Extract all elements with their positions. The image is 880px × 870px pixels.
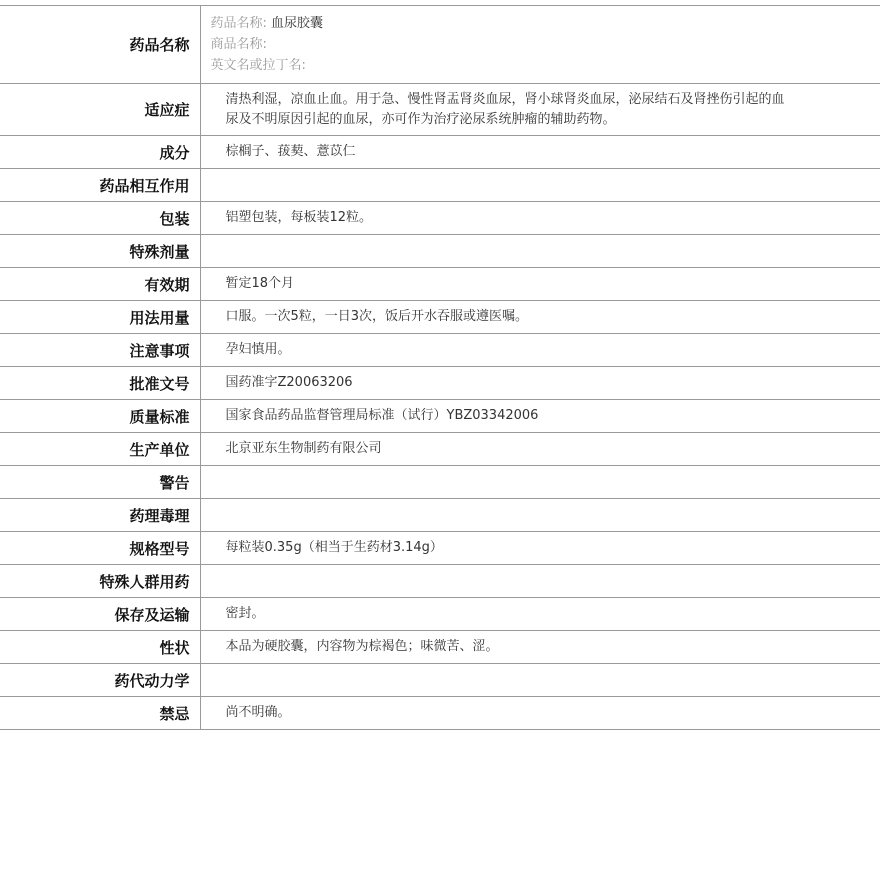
storage-row <box>0 598 880 631</box>
row-label: 警告 <box>0 466 200 499</box>
row-label: 成分 <box>0 136 200 169</box>
name-values <box>200 6 880 84</box>
warning-row <box>0 466 880 499</box>
english-name-line <box>211 55 880 76</box>
row-value: 国药准字Z20063206 <box>200 367 880 400</box>
row-label: 用法用量 <box>0 301 200 334</box>
row-label: 注意事项 <box>0 334 200 367</box>
row-value: 本品为硬胶囊，内容物为棕褐色；味微苦、涩。 <box>200 631 880 664</box>
row-value: 清热利湿，凉血止血。用于急、慢性肾盂肾炎血尿，肾小球肾炎血尿，泌尿结石及肾挫伤引起的血尿及不明原因引起的血尿，亦可作为治疗泌尿系统肿瘤的辅助药物。 <box>200 84 880 136</box>
row-value: 棕榈子、菝葜、薏苡仁 <box>200 136 880 169</box>
usage-row <box>0 301 880 334</box>
special-dosage-row <box>0 235 880 268</box>
english-name-key: 英文名或拉丁名: <box>210 58 306 73</box>
trade-name-key: 商品名称: <box>210 37 267 52</box>
indication-row <box>0 84 880 136</box>
row-label: 药品相互作用 <box>0 169 200 202</box>
row-value: 密封。 <box>200 598 880 631</box>
shelf-life-row <box>0 268 880 301</box>
ingredients-row <box>0 136 880 169</box>
row-value <box>200 499 880 532</box>
manufacturer-row <box>0 433 880 466</box>
row-value: 每粒装0.35g（相当于生药材3.14g） <box>200 532 880 565</box>
row-value: 尚不明确。 <box>200 697 880 730</box>
name-row <box>0 6 880 84</box>
quality-standard-row <box>0 400 880 433</box>
row-label: 禁忌 <box>0 697 200 730</box>
special-population-row <box>0 565 880 598</box>
row-label: 药品名称 <box>0 6 200 84</box>
drug-info-sheet <box>0 5 880 730</box>
drug-info-table <box>0 5 880 730</box>
row-value: 口服。一次5粒，一日3次，饭后开水吞服或遵医嘱。 <box>200 301 880 334</box>
row-label: 特殊剂量 <box>0 235 200 268</box>
row-label: 生产单位 <box>0 433 200 466</box>
row-value: 国家食品药品监督管理局标准（试行）YBZ03342006 <box>200 400 880 433</box>
row-label: 适应症 <box>0 84 200 136</box>
row-value: 铝塑包装，每板装12粒。 <box>200 202 880 235</box>
row-label: 有效期 <box>0 268 200 301</box>
row-label: 药代动力学 <box>0 664 200 697</box>
trade-name-line <box>211 34 880 55</box>
row-value: 孕妇慎用。 <box>200 334 880 367</box>
row-value: 北京亚东生物制药有限公司 <box>200 433 880 466</box>
row-value <box>200 466 880 499</box>
generic-name-key: 药品名称: <box>210 16 267 31</box>
generic-name-line <box>211 13 880 34</box>
generic-name-value: 血尿胶囊 <box>271 16 324 31</box>
specification-row <box>0 532 880 565</box>
packaging-row <box>0 202 880 235</box>
row-value <box>200 565 880 598</box>
row-value <box>200 169 880 202</box>
contraindications-row <box>0 697 880 730</box>
row-label: 特殊人群用药 <box>0 565 200 598</box>
row-value <box>200 664 880 697</box>
row-label: 保存及运输 <box>0 598 200 631</box>
interactions-row <box>0 169 880 202</box>
row-value: 暂定18个月 <box>200 268 880 301</box>
precautions-row <box>0 334 880 367</box>
row-label: 质量标准 <box>0 400 200 433</box>
row-label: 性状 <box>0 631 200 664</box>
description-row <box>0 631 880 664</box>
approval-number-row <box>0 367 880 400</box>
row-label: 规格型号 <box>0 532 200 565</box>
row-label: 包装 <box>0 202 200 235</box>
pharmacology-row <box>0 499 880 532</box>
row-value <box>200 235 880 268</box>
row-label: 批准文号 <box>0 367 200 400</box>
pharmacokinetics-row <box>0 664 880 697</box>
row-label: 药理毒理 <box>0 499 200 532</box>
